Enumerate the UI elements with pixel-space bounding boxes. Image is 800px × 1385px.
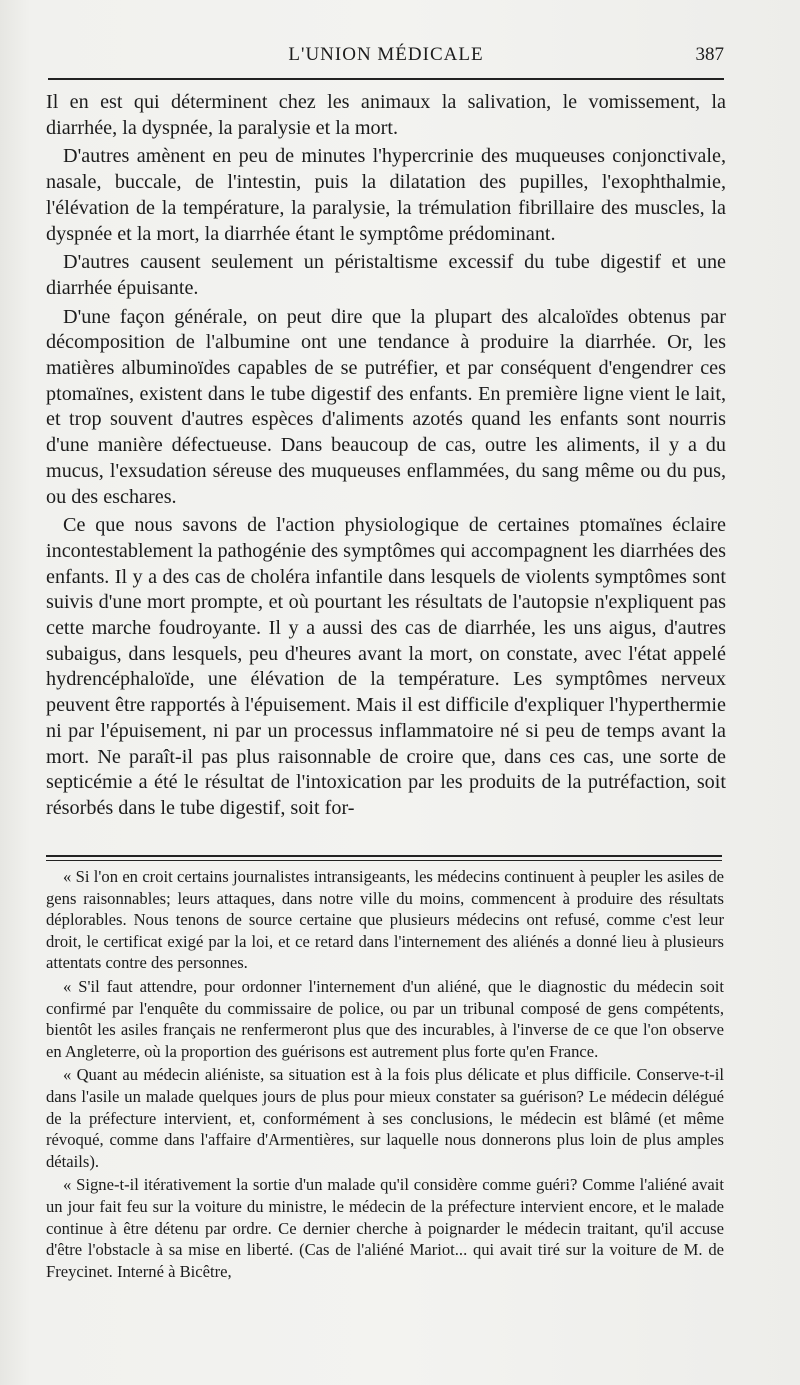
body-paragraph: D'autres amènent en peu de minutes l'hypercrinie des muqueuses conjonctivale, nasale, buccale, de l'intestin, puis la dilatation des pupilles, l'exophthalmie, l'élévation de la température, la paralysie, la trémulation fibrillaire des muscles, la dyspnée et la mort, la diarrhée étant le symptôme prédominant.: [46, 145, 726, 245]
footnote-paragraph: « Signe-t-il itérativement la sortie d'un malade qu'il considère comme guéri? Comme l'aliéné avait un jour fait feu sur la voiture du ministre, le médecin de la préfecture intervient encore, et le malade continue à être détenu par ordre. Ce dernier cherche à poignarder le médecin traitant, qu'il accuse d'être l'obstacle à sa mise en liberté. (Cas de l'aliéné Mariot... qui avait tiré sur la voiture de M. de Freycinet. Interné à Bicêtre,: [46, 1175, 724, 1281]
footnote-paragraph: « Si l'on en croit certains journalistes intransigeants, les médecins continuent à peupler les asiles de gens raisonnables; leurs attaques, dans notre ville du moins, commencent à produire des résultats déplorables. Nous tenons de source certaine que plusieurs médecins ont refusé, comme c'est leur droit, le certificat exigé par la loi, et ce retard dans l'internement des aliénés a donné lieu à plusieurs attentats contre des personnes.: [46, 867, 724, 973]
footnote-paragraph: « S'il faut attendre, pour ordonner l'internement d'un aliéné, que le diagnostic du médecin soit confirmé par l'enquête du commissaire de police, ou par un tribunal composé de gens compétents, bientôt les asiles français ne renfermeront plus que des incurables, à l'inverse de ce que l'on observe en Angleterre, où la proportion des guérisons est autrement plus forte qu'en France.: [46, 976, 724, 1061]
header-rule: [48, 78, 724, 80]
running-title: L'UNION MÉDICALE: [288, 44, 484, 65]
footnote-rule-thin: [46, 860, 722, 861]
main-text: [46, 90, 726, 825]
footnote-rule: [46, 855, 722, 857]
body-paragraph: Il en est qui déterminent chez les animaux la salivation, le vomissement, la diarrhée, la dyspnée, la paralysie et la mort.: [46, 91, 726, 139]
footnote-paragraph: « Quant au médecin aliéniste, sa situation est à la fois plus délicate et plus difficile. Conserve-t-il dans l'asile un malade quelques jours de plus pour mieux constater sa guérison? Le médecin délégué de la préfecture intervient, et, conformément à ses conclusions, le médecin est blâmé (et même révoqué, comme dans l'affaire d'Armentières, sur laquelle nous donnerons plus loin de plus amples détails).: [46, 1065, 724, 1171]
footnotes: [46, 866, 724, 1284]
body-paragraph: D'une façon générale, on peut dire que la plupart des alcaloïdes obtenus par décomposition de l'albumine ont une tendance à produire la diarrhée. Or, les matières albuminoïdes capables de se putréfier, et par conséquent d'engendrer ces ptomaïnes, existent dans le tube digestif des enfants. En première ligne vient le lait, et trop souvent d'autres espèces d'aliments azotés quand les enfants sont nourris d'une manière défectueuse. Dans beaucoup de cas, outre les aliments, il y a du mucus, l'exsudation séreuse des muqueuses enflammées, du sang même ou du pus, ou des eschares.: [46, 305, 726, 508]
body-paragraph: Ce que nous savons de l'action physiologique de certaines ptomaïnes éclaire incontestablement la pathogénie des symptômes qui accompagnent les diarrhées des enfants. Il y a des cas de choléra infantile dans lesquels de violents symptômes sont suivis d'une mort prompte, et où pourtant les résultats de l'autopsie n'expliquent pas cette marche foudroyante. Il y a aussi des cas de diarrhée, les uns aigus, d'autres subaigus, dans lesquels, peu d'heures avant la mort, on constate, avec l'état appelé hydrencéphaloïde, une élévation de la température. Les symptômes nerveux peuvent être rapportés à l'épuisement. Mais il est difficile d'expliquer l'hyperthermie ni par l'épuisement, ni par un processus inflammatoire né si peu de temps avant la mort. Ne paraît-il pas plus raisonnable de croire que, dans ces cas, une sorte de septicémie a été le résultat de l'intoxication par les produits de la putréfaction, soit résorbés dans le tube digestif, soit for-: [46, 514, 726, 819]
page-number: 387: [695, 44, 724, 65]
page-header: [48, 44, 724, 74]
body-paragraph: D'autres causent seulement un péristaltisme excessif du tube digestif et une diarrhée épuisante.: [46, 251, 726, 299]
